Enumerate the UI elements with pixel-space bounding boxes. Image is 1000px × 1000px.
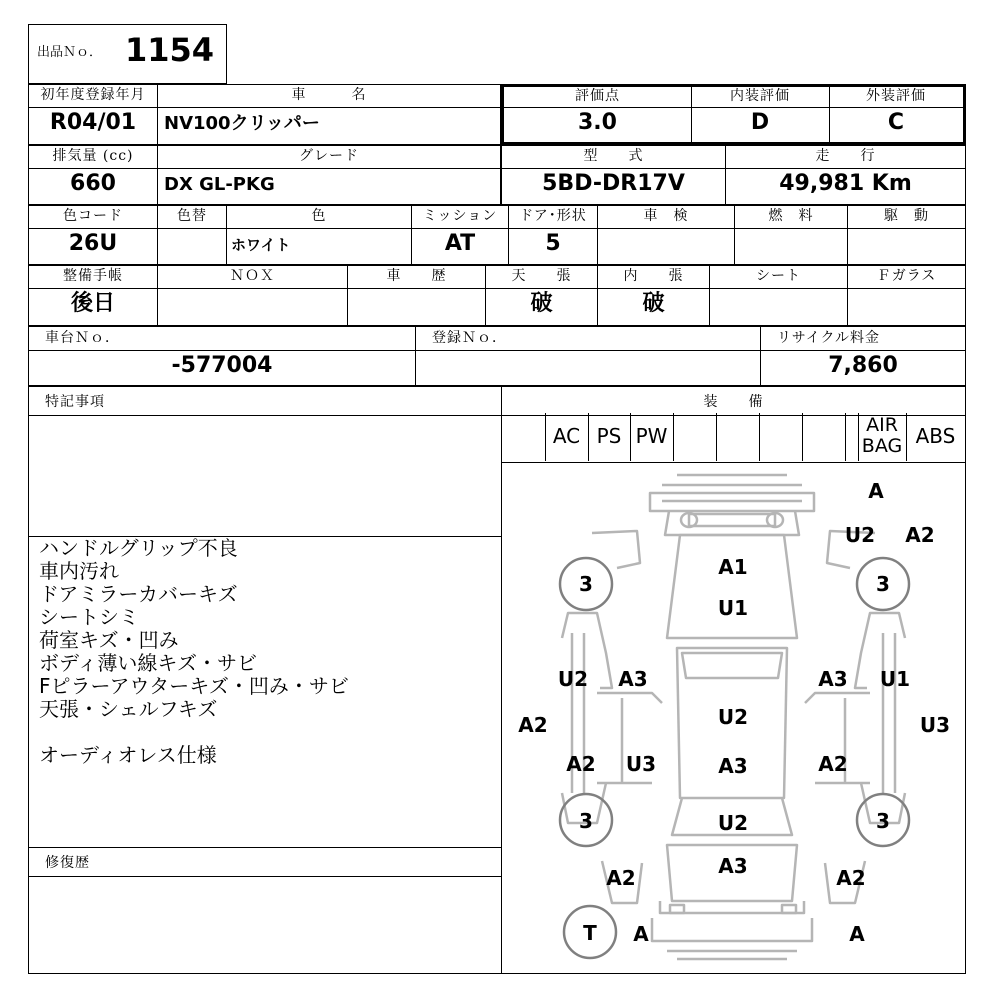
remark-line: ハンドルグリップ不良 xyxy=(39,536,238,560)
vehicle-history-header: 車 歴 xyxy=(347,265,486,289)
damage-mark-rear-bumper-left: A xyxy=(633,922,649,946)
vehicle-history-value xyxy=(347,288,486,326)
damage-mark-rear-bumper-right: A xyxy=(849,922,865,946)
inspection-header: 車 検 xyxy=(597,205,735,229)
remark-line: 天張・シェルフキズ xyxy=(39,697,218,721)
nox-header: ＮＯＸ xyxy=(157,265,348,289)
wheel-rear-right-rating: 3 xyxy=(876,809,890,833)
repaint-header: 色替 xyxy=(157,205,227,229)
repair-history-value xyxy=(28,876,502,974)
equipment-cell-blank xyxy=(802,413,846,461)
nox-value xyxy=(157,288,348,326)
lot-number-label: 出品Ｎｏ． xyxy=(37,45,103,60)
inspection-value xyxy=(597,228,735,265)
damage-mark-front-bumper: A xyxy=(868,479,884,503)
damage-mark-left-rear-door: A2 xyxy=(566,752,596,776)
equipment-cell-blank xyxy=(716,413,760,461)
interior-trim-value: 破 xyxy=(597,288,710,326)
drive-value xyxy=(847,228,966,265)
reg-date-header: 初年度登録年月 xyxy=(28,84,158,108)
equipment-abs: ABS xyxy=(915,424,956,448)
interior-score-value: D xyxy=(691,108,830,142)
recycle-fee-value: 7,860 xyxy=(760,350,966,386)
fuel-header: 燃 料 xyxy=(734,205,848,229)
registration-number-header: 登録Ｎｏ． xyxy=(415,326,761,351)
remarks-list xyxy=(29,537,499,767)
equipment-airbag: AIR BAG xyxy=(858,413,907,461)
registration-number-value xyxy=(415,350,761,386)
reg-date-value: R04/01 xyxy=(28,107,158,145)
score-header: 評価点 xyxy=(504,86,692,108)
interior-trim-header: 内 張 xyxy=(597,265,710,289)
seat-value xyxy=(709,288,848,326)
chassis-number-value: -577004 xyxy=(28,350,416,386)
color-code-value: 26U xyxy=(28,228,158,265)
equipment-ac: AC xyxy=(545,413,589,461)
transmission-header: ミッション xyxy=(411,205,509,229)
mileage-value: 49,981 Km xyxy=(725,168,966,205)
equipment-cell-blank xyxy=(845,413,859,461)
remark-line: オーディオレス仕様 xyxy=(39,743,217,767)
color-header: 色 xyxy=(226,205,412,229)
spare-tire-label: T xyxy=(583,921,597,945)
damage-mark-right-front-door: U1 xyxy=(879,667,911,691)
mileage-header: 走 行 xyxy=(725,145,966,169)
remark-line: 車内汚れ xyxy=(39,559,119,583)
damage-mark-hood: A1 xyxy=(718,555,748,579)
equipment-header: 装 備 xyxy=(501,386,966,416)
lot-number: 1154 xyxy=(125,31,215,69)
lot-number-box xyxy=(28,24,227,84)
recycle-fee-header: リサイクル料金 xyxy=(760,326,966,351)
remarks-header: 特記事項 xyxy=(28,386,502,416)
damage-mark-left-rear-pillar: U3 xyxy=(625,752,657,776)
damage-mark-left-pillar: A3 xyxy=(618,667,648,691)
car-name-header: 車 名 xyxy=(157,84,501,108)
damage-mark-windshield: U1 xyxy=(717,596,749,620)
remark-line xyxy=(29,721,499,744)
doors-value: 5 xyxy=(508,228,598,265)
grade-header: グレード xyxy=(157,145,501,169)
equipment-cell-blank xyxy=(673,413,717,461)
damage-mark-roof-front: U2 xyxy=(717,705,749,729)
wheel-rear-left-rating: 3 xyxy=(579,809,593,833)
remark-line: Fピラーアウターキズ・凹み・サビ xyxy=(39,674,349,698)
damage-mark-rear-window: A3 xyxy=(718,854,748,878)
damage-mark-right-pillar: A3 xyxy=(818,667,848,691)
car-name-value: NV100クリッパー xyxy=(157,107,501,145)
score-value: 3.0 xyxy=(504,108,692,142)
damage-mark-roof-center: A3 xyxy=(718,754,748,778)
color-value: ホワイト xyxy=(226,228,412,265)
equipment-cell-blank xyxy=(502,413,546,461)
damage-mark-left-side: A2 xyxy=(518,713,548,737)
exterior-score-header: 外装評価 xyxy=(829,86,963,108)
damage-mark-front-right-corner: A2 xyxy=(905,523,935,547)
transmission-value: AT xyxy=(411,228,509,265)
equipment-pw: PW xyxy=(630,413,674,461)
damage-mark-roof-rear: U2 xyxy=(717,811,749,835)
remark-line: ボディ薄い線キズ・サビ xyxy=(39,651,257,675)
damage-mark-rear-right-quarter: A2 xyxy=(836,866,866,890)
color-code-header: 色コード xyxy=(28,205,158,229)
repaint-value xyxy=(157,228,227,265)
service-book-value: 後日 xyxy=(28,288,158,326)
drive-header: 駆 動 xyxy=(847,205,966,229)
ceiling-value: 破 xyxy=(485,288,598,326)
equipment-cell-blank xyxy=(759,413,803,461)
front-glass-value xyxy=(847,288,966,326)
damage-mark-left-front-door: U2 xyxy=(557,667,589,691)
damage-mark-rear-left-quarter: A2 xyxy=(606,866,636,890)
grade-value: DX GL-PKG xyxy=(157,168,501,205)
remark-line: 荷室キズ・凹み xyxy=(39,628,179,652)
model-value: 5BD-DR17V xyxy=(501,168,726,205)
model-header: 型 式 xyxy=(501,145,726,169)
damage-mark-right-side: U3 xyxy=(919,713,951,737)
interior-score-header: 内装評価 xyxy=(691,86,830,108)
chassis-number-header: 車台Ｎｏ． xyxy=(28,326,416,351)
displacement-header: 排気量 (cc) xyxy=(28,145,158,169)
seat-header: シート xyxy=(709,265,848,289)
remark-line: ドアミラーカバーキズ xyxy=(39,582,238,606)
fuel-value xyxy=(734,228,848,265)
repair-history-header: 修復歴 xyxy=(28,847,502,877)
remark-line: シートシミ xyxy=(39,605,139,629)
service-book-header: 整備手帳 xyxy=(28,265,158,289)
displacement-value: 660 xyxy=(28,168,158,205)
damage-mark-front-right-upper: U2 xyxy=(844,523,876,547)
damage-mark-right-rear-door: A2 xyxy=(818,752,848,776)
equipment-ps: PS xyxy=(588,413,631,461)
front-glass-header: Ｆガラス xyxy=(847,265,966,289)
doors-header: ドア･形状 xyxy=(508,205,598,229)
exterior-score-value: C xyxy=(887,110,905,135)
wheel-front-right-rating: 3 xyxy=(876,572,890,596)
ceiling-header: 天 張 xyxy=(485,265,598,289)
wheel-front-left-rating: 3 xyxy=(579,572,593,596)
